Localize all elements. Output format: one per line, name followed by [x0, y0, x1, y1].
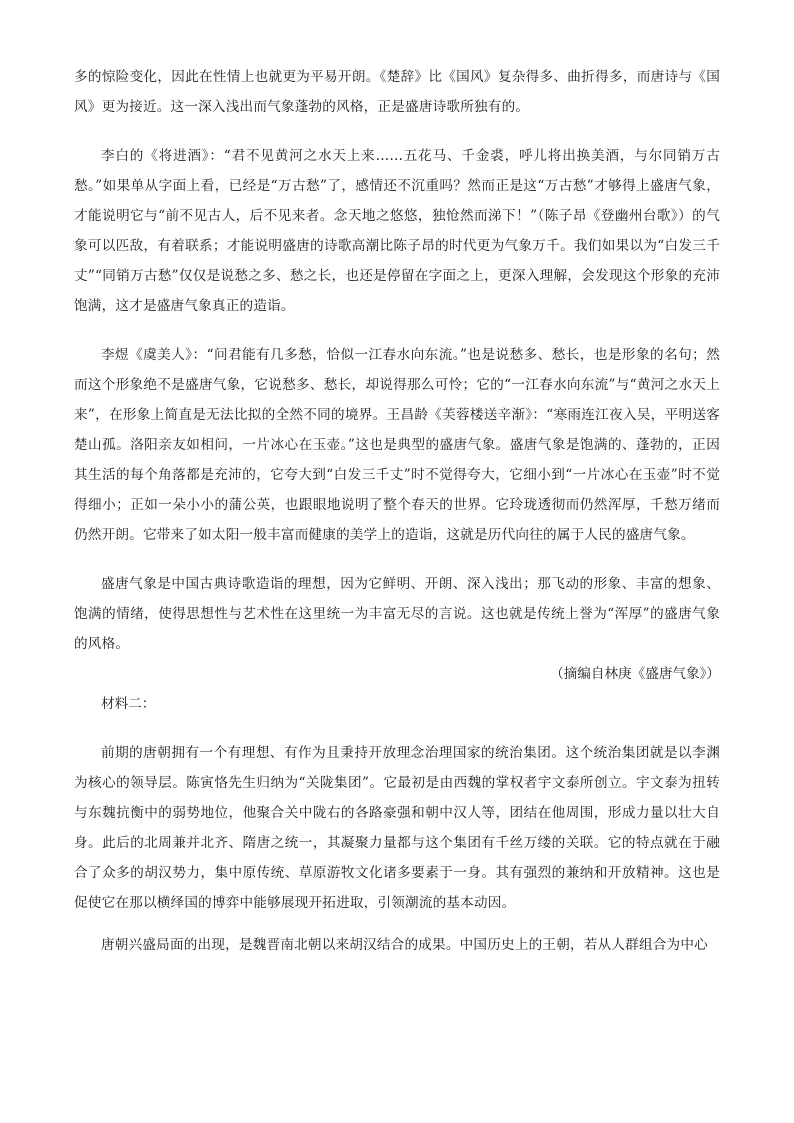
paragraph-3: 李煜《虞美人》：“问君能有几多愁，恰似一江春水向东流。”也是说愁多、愁长，也是形象的名句；然而这个形象绝不是盛唐气象，它说愁多、愁长，却说得那么可怜；它的“一江春水向东流”与“黄河之水天上来”，在形象上简直是无法比拟的全然不同的境界。王昌龄《芙蓉楼送辛渐》：“寒雨连江夜入吴，平明送客楚山孤。洛阳亲友如相问，一片冰心在玉壶。”这也是典型的盛唐气象。盛唐气象是饱满的、蓬勃的，正因其生活的每个角落都是充沛的，它夸大到“白发三千丈”时不觉得夸大，它细小到“一片冰心在玉壶”时不觉得细小；正如一朵小小的蒲公英，也跟眼地说明了整个春天的世界。它玲珑透彻而仍然浑厚，千愁万绪而仍然开朗。它带来了如太阳一般丰富而健康的美学上的造诣，这就是历代向往的属于人民的盛唐气象。 [74, 347, 720, 543]
source-citation: （摘编自林庚《盛唐气象》） [550, 666, 720, 682]
paragraph-2: 李白的《将进酒》：“君不见黄河之水天上来……五花马、千金裘，呼儿将出换美酒，与尔同销万古愁。”如果单从字面上看，已经是“万古愁”了，感情还不沉重吗？然而正是这“万古愁”才够得上盛唐气象，才能说明它与“前不见古人，后不见来者。念天地之悠悠，独怆然而涕下！”（陈子昂《登幽州台歌》）的气象可以匹敌，有着联系；才能说明盛唐的诗歌高潮比陈子昂的时代更为气象万千。我们如果以为“白发三千丈”“同销万古愁”仅仅是说愁之多、愁之长，也还是停留在字面之上，更深入理解，会发现这个形象的充沛饱满，这才是盛唐气象真正的造诣。 [74, 148, 720, 314]
paragraph-5: 前期的唐朝拥有一个有理想、有作为且秉持开放理念治理国家的统治集团。这个统治集团就是以李渊为核心的领导层。陈寅恪先生归纳为“关陇集团”。它最初是由西魏的掌权者宇文泰所创立。宇文泰为扭转与东魏抗衡中的弱势地位，他聚合关中陇右的各路豪强和朝中汉人等，团结在他周围，形成力量以壮大自身。此后的北周兼并北齐、隋唐之统一，其凝聚力量都与这个集团有千丝万缕的关联。它的特点就在于融合了众多的胡汉势力，集中原传统、草原游牧文化诸多要素于一身。其有强烈的兼纳和开放精神。这也是促使它在那以横绎国的博弈中能够展现开拓进取，引领潮流的基本动因。 [74, 745, 720, 911]
document-page [74, 62, 720, 960]
paragraph-6: 唐朝兴盛局面的出现，是魏晋南北朝以来胡汉结合的成果。中国历史上的王朝，若从人群组合为中心 [101, 937, 708, 953]
paragraph-4: 盛唐气象是中国古典诗歌造诣的理想，因为它鲜明、开朗、深入浅出；那飞动的形象、丰富的想象、饱满的情绪，使得思想性与艺术性在这里统一为丰富无尽的言说。这也就是传统上誉为“浑厚”的盛唐气象的风格。 [74, 576, 720, 652]
paragraph-1: 多的惊险变化，因此在性情上也就更为平易开朗。《楚辞》比《国风》复杂得多、曲折得多，而唐诗与《国风》更为接近。这一深入浅出而气象蓬勃的风格，正是盛唐诗歌所独有的。 [74, 69, 720, 115]
material-2-heading: 材料二： [101, 696, 156, 712]
